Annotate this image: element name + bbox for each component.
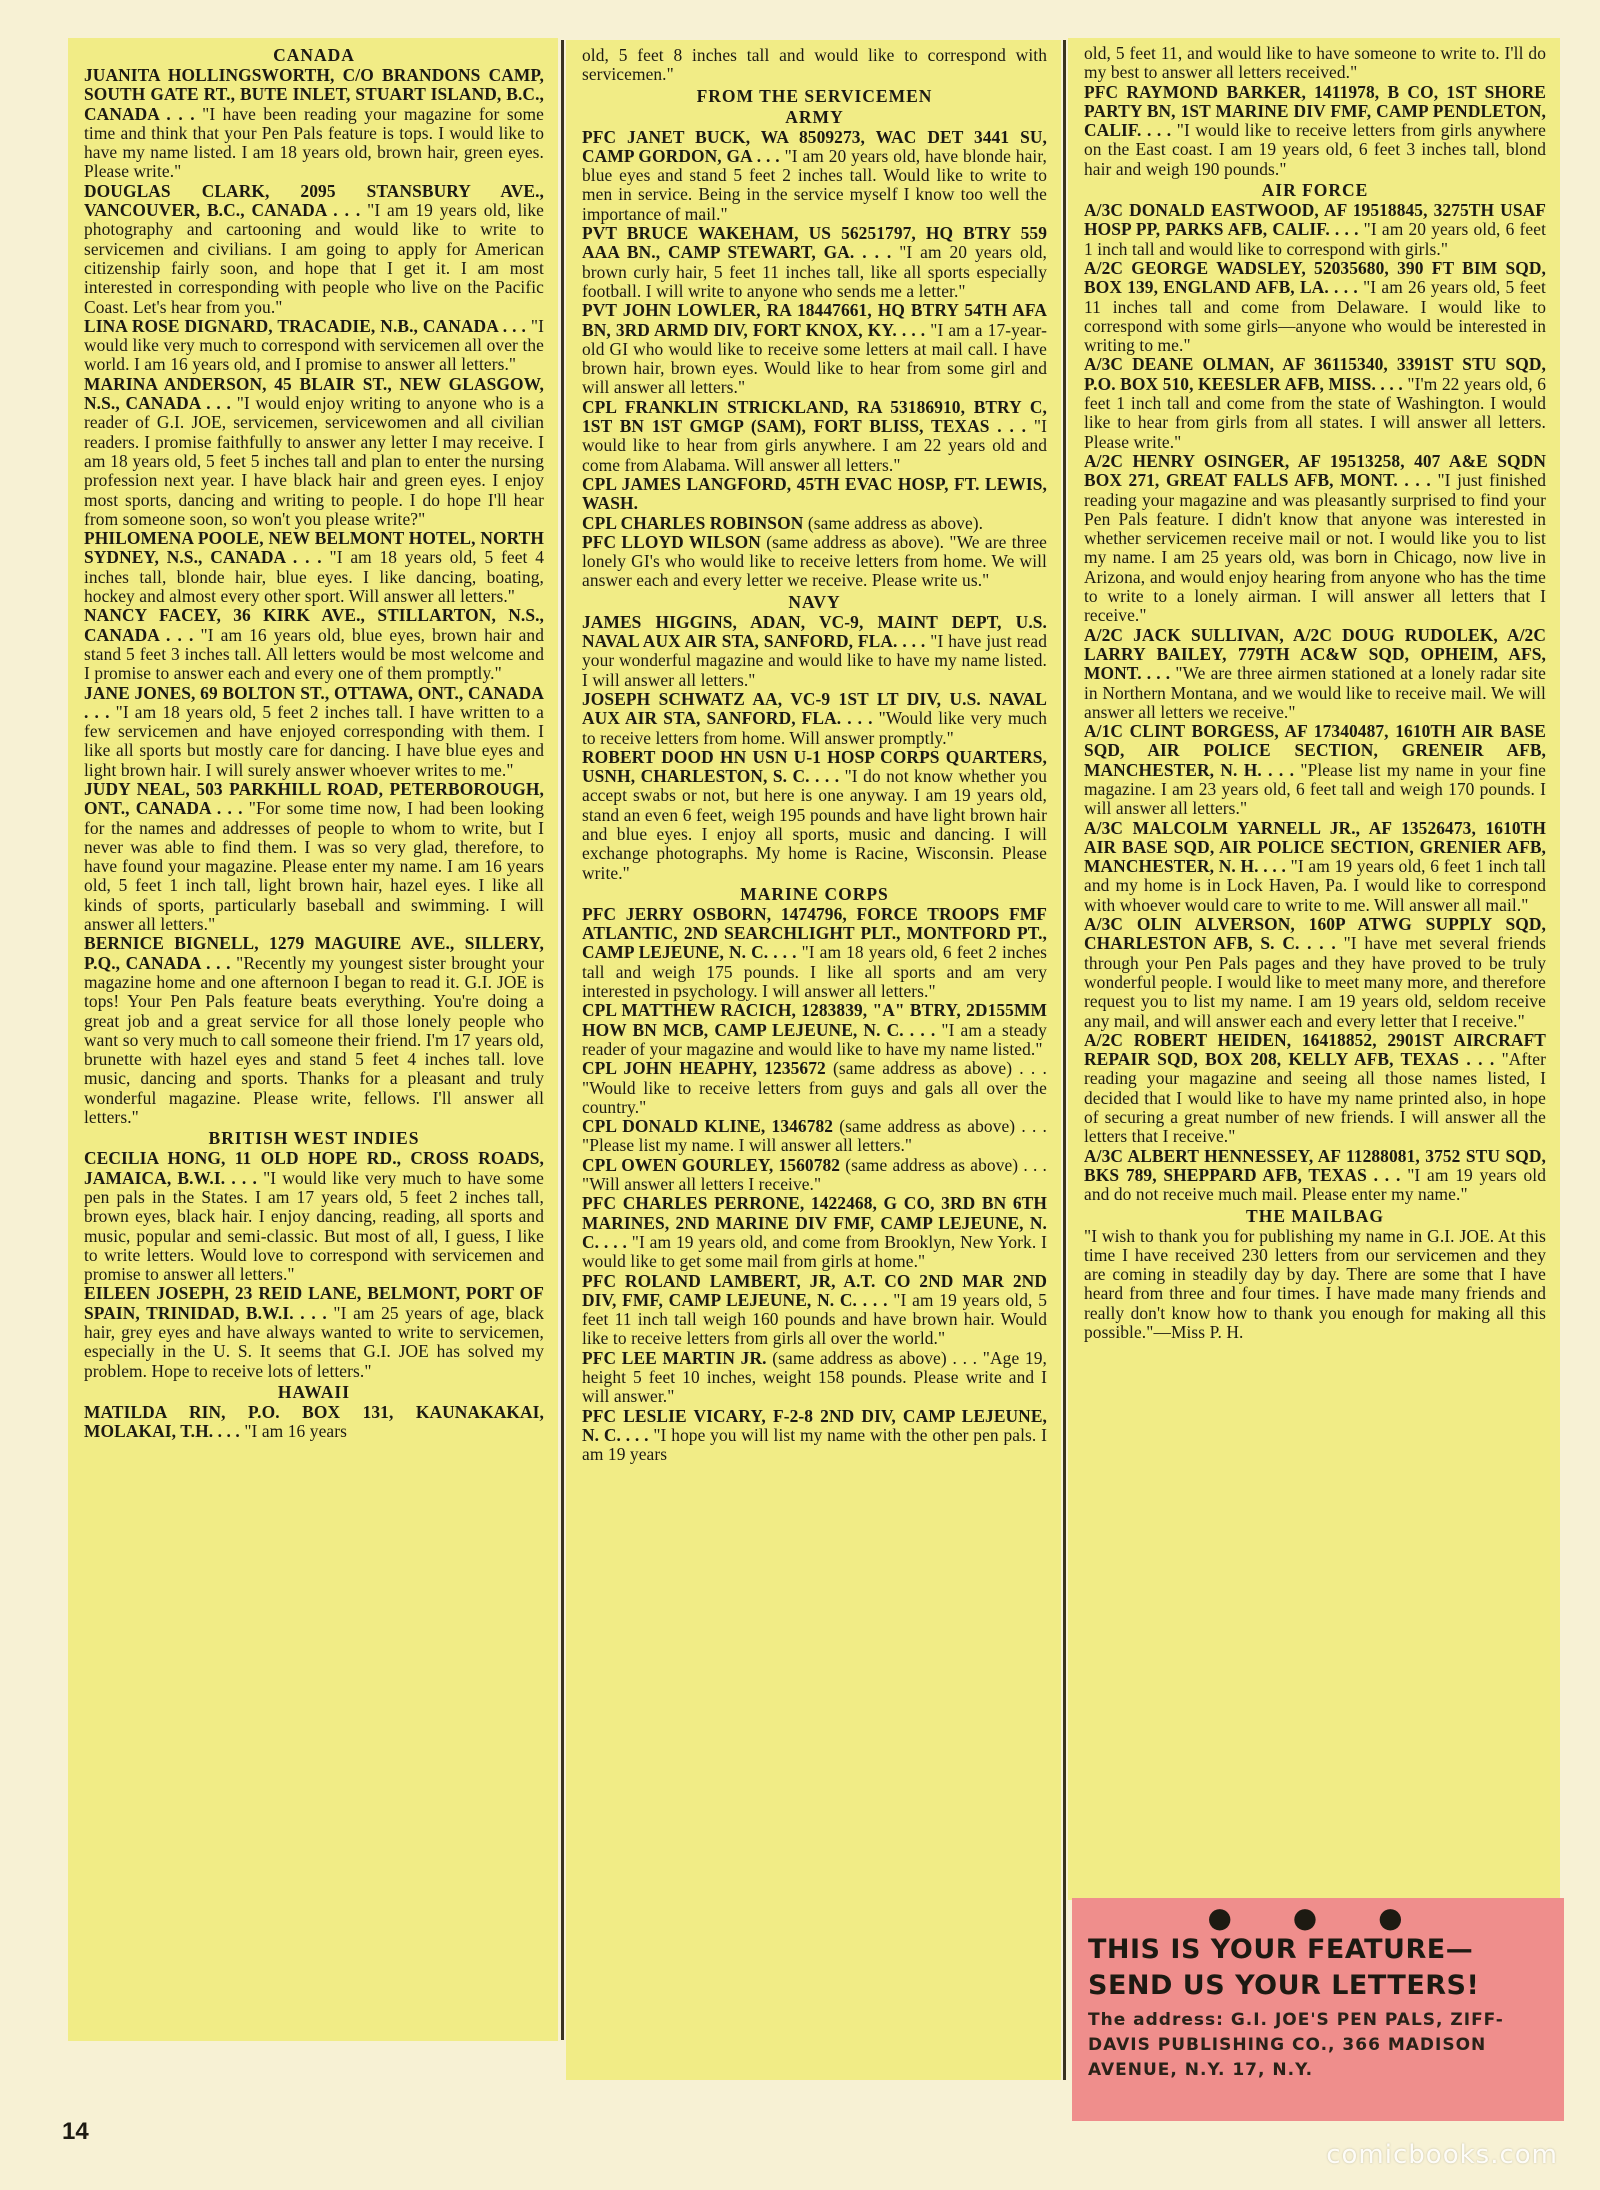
pen-pal-entry	[582, 301, 1047, 397]
pen-pal-entry	[582, 1194, 1047, 1271]
entry-name-address: CPL FRANKLIN STRICKLAND, RA 53186910, BTRY C, 1ST BN 1ST GMGP (SAM), FORT BLISS, TEXAS . . .	[582, 396, 1047, 437]
entry-name-address: CPL MATTHEW RACICH, 1283839, "A" BTRY, 2D155MM HOW BN MCB, CAMP LEJEUNE, N. C. . . .	[582, 1000, 1047, 1040]
entry-message: old, 5 feet 11, and would like to have someone to write to. I'll do my best to answer all letters received."	[1084, 43, 1546, 83]
entry-name-address: A/3C DEANE OLMAN, AF 36115340, 3391ST STU SQD, P.O. BOX 510, KEESLER AFB, MISS. . . .	[1084, 354, 1546, 394]
pen-pal-entry	[582, 128, 1047, 224]
entry-message: "I would enjoy writing to anyone who is a reader of G.I. JOE, servicemen, servicewomen and all civilian readers. I promise faithfully to answer any letter I may receive. I am 18 years old, 5 feet 5 inches tall and plan to enter the nursing profession next year. I have black hair and green eyes. I enjoy most sports, dancing and writing to people. I do hope I'll hear from someone soon, so won't you please write?"	[84, 393, 544, 529]
pen-pal-entry	[1084, 1031, 1546, 1147]
entry-message: "I am 20 years old, 6 feet 1 inch tall and would like to correspond with girls."	[1084, 219, 1546, 259]
entry-name-address: PVT JOHN LOWLER, RA 18447661, HQ BTRY 54TH AFA BN, 3RD ARMD DIV, FORT KNOX, KY. . . .	[582, 300, 1047, 340]
entry-message: "After reading your magazine and seeing all those names listed, I decided that I would like to have my name printed also, in hope of securing a great number of new friends. I will answer all the letters that I receive."	[1084, 1049, 1546, 1147]
pen-pal-entry	[1084, 626, 1546, 722]
section-heading: NAVY	[788, 591, 841, 612]
pen-pal-entry	[582, 1001, 1047, 1059]
entry-message: (same address as above) . . . "Would like to receive letters from guys and gals all over the country."	[582, 1058, 1048, 1117]
pen-pal-entry	[84, 317, 544, 375]
entry-name-address: JUANITA HOLLINGSWORTH, C/O BRANDONS CAMP, SOUTH GATE RT., BUTE INLET, STUART ISLAND, B.C., CANADA . . .	[84, 65, 544, 124]
entry-name-address: A/3C MALCOLM YARNELL JR., AF 13526473, 1610TH AIR BASE SQD, AIR POLICE SECTION, GRENIER AFB, MANCHESTER, N. H. . . .	[1084, 817, 1546, 877]
entry-message: "I do not know whether you accept swabs or not, but here is one anyway. I am 19 years old, stand an even 6 feet, weigh 195 pounds and have light brown hair and blue eyes. I enjoy all sports, music and dancing. I will exchange photographs. My home is Racine, Wisconsin. Please write."	[582, 766, 1047, 883]
entry-message: "I am 19 years old and do not receive much mail. Please enter my name."	[1084, 1164, 1546, 1205]
entry-message: "I would like to hear from girls anywhere. I am 22 years old and come from Alabama. Will answer all letters."	[582, 416, 1047, 475]
entry-name-address: PFC LESLIE VICARY, F-2-8 2ND DIV, CAMP LEJEUNE, N. C. . . .	[582, 1405, 1047, 1445]
pen-pal-entry	[582, 1117, 1047, 1156]
pen-pal-entry	[84, 1284, 544, 1380]
entry-name-address: CPL CHARLES ROBINSON	[582, 512, 804, 533]
entry-message: (same address as above) . . . "Will answer all letters I receive."	[582, 1154, 1047, 1195]
entry-name-address: CPL JAMES LANGFORD, 45TH EVAC HOSP, FT. LEWIS, WASH.	[582, 473, 1047, 514]
column-divider	[561, 40, 564, 2040]
pen-pal-entry	[582, 46, 1047, 85]
pen-pal-entry	[582, 1059, 1047, 1117]
entry-name-address: PHILOMENA POOLE, NEW BELMONT HOTEL, NORTH SYDNEY, N.S., CANADA . . .	[84, 528, 544, 568]
pen-pal-entry	[582, 1349, 1047, 1407]
entry-name-address: CPL JOHN HEAPHY, 1235672	[582, 1058, 826, 1079]
entry-message: "I am 19 years old, 5 feet 11 inch tall weigh 160 pounds and have brown hair. Would like to receive letters from girls all over the world."	[582, 1289, 1048, 1349]
pen-pal-entry	[84, 934, 544, 1127]
pen-pal-entry	[84, 375, 544, 529]
section-heading: BRITISH WEST INDIES	[208, 1128, 420, 1149]
pen-pal-entry	[1084, 819, 1546, 915]
column-1	[68, 38, 558, 2041]
pen-pal-entry	[1084, 722, 1546, 818]
section-heading: FROM THE SERVICEMEN	[696, 85, 933, 106]
section-heading: HAWAII	[277, 1381, 351, 1402]
entry-message: (same address as above).	[807, 512, 984, 533]
pen-pal-entry	[1084, 1227, 1546, 1343]
column-divider	[1063, 40, 1066, 2080]
entry-name-address: ROBERT DOOD HN USN U-1 HOSP CORPS QUARTERS, USNH, CHARLESTON, S. C. . . .	[582, 746, 1047, 787]
entry-name-address: PFC CHARLES PERRONE, 1422468, G CO, 3RD BN 6TH MARINES, 2ND MARINE DIV FMF, CAMP LEJEUNE, N. C. . . .	[582, 1193, 1047, 1252]
entry-message: "I'm 22 years old, 6 feet 1 inch tall and come from the state of Washington. I would like to hear from girls from all states. I will answer all letters. Please write."	[1084, 373, 1546, 452]
section-heading: ARMY	[785, 106, 844, 127]
pen-pal-entry	[84, 529, 544, 606]
pen-pal-entry	[1084, 201, 1546, 259]
feature-box	[1072, 1898, 1564, 2121]
entry-message: "I just finished reading your magazine and was pleasantly surprised to find your Pen Pals feature. I didn't know that anyone was interested in whether servicemen receive mail or not. I would like you to list my name. I am 25 years old, was born in Chicago, now live in Arizona, and would enjoy hearing from anyone who has the time to write to a lonely airman. I will answer all letters that I receive."	[1084, 470, 1547, 626]
entry-message: "Would like very much to receive letters from home. Will answer promptly."	[582, 708, 1048, 748]
entry-message: (same address as above) . . . "Age 19, height 5 feet 10 inches, weight 158 pounds. Please write and I will answer."	[582, 1347, 1047, 1407]
entry-message: "I am 20 years old, brown curly hair, 5 feet 11 inches tall, like all sports especially football. I will write to anyone who sends me a letter."	[582, 242, 1047, 301]
pen-pal-entry	[84, 182, 544, 317]
pen-pal-entry	[582, 224, 1047, 301]
entry-name-address: PFC LEE MARTIN JR.	[582, 1347, 767, 1368]
pen-pal-entry	[1084, 83, 1546, 179]
entry-message: "Recently my youngest sister brought your magazine home and one afternoon I began to read it. G.I. JOE is tops! Your Pen Pals feature beats everything. You're doing a great job and a great service for all those lonely people who want so very much to call someone their friend. I'm 17 years old, brunette with hazel eyes and stand 5 feet 4 inches tall. love music, dancing and sports. Thanks for a pleasant and truly wonderful magazine. Please write, fellows. I'll answer all letters."	[84, 952, 545, 1128]
pen-pal-entry	[582, 1272, 1047, 1349]
pen-pal-entry	[84, 1403, 544, 1442]
feature-address: The address: G.I. JOE'S PEN PALS, ZIFF-DAVIS PUBLISHING CO., 366 MADISON AVENUE, N.Y. 17, N.Y.	[1088, 2010, 1504, 2080]
entry-message: "I am 19 years old, like photography and cartooning and would like to write to servicemen and civilians. I am going to apply for American citizenship fairly soon, and hope that I get it. I am most interested in corresponding with people who live on the Pacific Coast. Let's hear from you."	[84, 200, 544, 317]
pen-pal-entry	[84, 1149, 544, 1284]
pen-pal-entry	[1084, 1147, 1546, 1205]
entry-name-address: NANCY FACEY, 36 KIRK AVE., STILLARTON, N.S., CANADA . . .	[84, 605, 544, 645]
entry-message: "I am 26 years old, 5 feet 11 inches tall and come from Delaware. I would like to correspond with some girls—anyone who would be interested in writing to me."	[1084, 277, 1546, 356]
pen-pal-entry	[582, 533, 1047, 591]
entry-name-address: A/2C GEORGE WADSLEY, 52035680, 390 FT BIM SQD, BOX 139, ENGLAND AFB, LA. . . .	[1084, 257, 1546, 298]
entry-message: (same address as above). "We are three lonely GI's who would like to receive letters from home. We will answer each and every letter we receive. Please write us."	[582, 531, 1047, 591]
pen-pal-entry	[1084, 259, 1546, 355]
entry-name-address: PFC LLOYD WILSON	[582, 531, 761, 552]
entry-name-address: A/2C HENRY OSINGER, AF 19513258, 407 A&E SQDN BOX 271, GREAT FALLS AFB, MONT. . . .	[1084, 450, 1546, 491]
entry-name-address: A/3C ALBERT HENNESSEY, AF 11288081, 3752 STU SQD, BKS 789, SHEPPARD AFB, TEXAS . . .	[1084, 1145, 1546, 1185]
pen-pal-entry	[1084, 452, 1546, 626]
pen-pal-entry	[582, 748, 1047, 883]
watermark: comicbooks.com	[1326, 2140, 1558, 2170]
entry-name-address: PFC JERRY OSBORN, 1474796, FORCE TROOPS FMF ATLANTIC, 2ND SEARCHLIGHT PLT., MONTFORD PT., CAMP LEJEUNE, N. C. . . .	[582, 903, 1047, 963]
entry-message: "I am 18 years old, 5 feet 4 inches tall, blonde hair, blue eyes. I like dancing, boating, hockey and almost every other sport. Will answer all letters."	[84, 547, 544, 607]
pen-pal-entry	[582, 398, 1047, 475]
entry-name-address: JOSEPH SCHWATZ AA, VC-9 1ST LT DIV, U.S. NAVAL AUX AIR STA, SANFORD, FLA. . . .	[582, 688, 1047, 729]
entry-message: "I am a steady reader of your magazine and would like to have my name listed."	[582, 1019, 1047, 1059]
entry-message: "I wish to thank you for publishing my name in G.I. JOE. At this time I have received 230 letters from our servicemen and they are coming in steadily day by day. There are some that I have heard from three and four times. I have made many friends and really don't know how to thank you enough for making all this possible."—Miss P. H.	[1084, 1225, 1546, 1342]
feature-headline-1: THIS IS YOUR FEATURE—	[1088, 1934, 1474, 1965]
entry-message: "I am 19 years old, and come from Brooklyn, New York. I would like to get some mail from girls at home."	[582, 1231, 1047, 1272]
pen-pal-entry	[84, 606, 544, 683]
entry-name-address: DOUGLAS CLARK, 2095 STANSBURY AVE., VANCOUVER, B.C., CANADA . . .	[84, 180, 544, 221]
entry-message: "I hope you will list my name with the other pen pals. I am 19 years	[582, 1424, 1047, 1465]
entry-message: "I am 16 years old, blue eyes, brown hair and stand 5 feet 3 inches tall. All letters would be most welcome and I promise to answer each and every one of them promptly."	[84, 624, 544, 684]
entry-message: "I am a 17-year-old GI who would like to receive some letters at mail call. I have brown hair, brown eyes. Would like to hear from some girl and will answer all letters."	[582, 319, 1047, 398]
entry-name-address: CPL DONALD KLINE, 1346782	[582, 1116, 834, 1137]
entry-name-address: CECILIA HONG, 11 OLD HOPE RD., CROSS ROADS, JAMAICA, B.W.I. . . .	[84, 1148, 544, 1188]
entry-message: "We are three airmen stationed at a lonely radar site in Northern Montana, and we would like to receive mail. We will answer all letters we receive."	[1084, 663, 1546, 722]
entry-message: "I am 18 years old, 6 feet 2 inches tall and weigh 175 pounds. I like all sports and am very interested in psychology. I will answer all letters."	[582, 942, 1048, 1002]
bullet-dots: ● ● ●	[1207, 1901, 1429, 1934]
column-2	[566, 40, 1061, 2080]
section-heading: THE MAILBAG	[1246, 1205, 1384, 1226]
entry-name-address: LINA ROSE DIGNARD, TRACADIE, N.B., CANADA . . .	[84, 315, 526, 336]
entry-name-address: A/3C OLIN ALVERSON, 160P ATWG SUPPLY SQD, CHARLESTON AFB, S. C. . . .	[1084, 914, 1546, 954]
entry-message: "I am 25 years of age, black hair, grey eyes and have always wanted to write to servicemen, especially in the U. S. It seems that G.I. JOE has solved my problem. Hope to receive lots of letters."	[84, 1302, 544, 1381]
entry-name-address: BERNICE BIGNELL, 1279 MAGUIRE AVE., SILLERY, P.Q., CANADA . . .	[84, 933, 544, 973]
entry-message: "I am 19 years old, 6 feet 1 inch tall and my home is in Lock Haven, Pa. I would like to correspond with whoever would care to write to me. Will answer all mail."	[1084, 856, 1546, 915]
entry-message: "I have been reading your magazine for some time and think that your Pen Pals feature is tops. I would like to have my name listed. I am 18 years old, brown hair, green eyes. Please write."	[84, 103, 544, 182]
entry-message: "I am 16 years	[244, 1421, 347, 1442]
entry-message: "I have met several friends through your Pen Pals pages and they have proved to be truly wonderful people. I would like to meet many more, and therefore request you to list my name. I am 19 years old, seldom receive any mail, and will answer each and every letter that I receive."	[1084, 933, 1546, 1031]
entry-name-address: PFC JANET BUCK, WA 8509273, WAC DET 3441 SU, CAMP GORDON, GA . . .	[582, 126, 1047, 166]
pen-pal-entry	[1084, 355, 1546, 451]
entry-name-address: A/1C CLINT BORGESS, AF 17340487, 1610TH AIR BASE SQD, AIR POLICE SECTION, GRENEIR AFB, MANCHESTER, N. H. . . .	[1084, 721, 1546, 780]
entry-name-address: PFC ROLAND LAMBERT, JR, A.T. CO 2ND MAR 2ND DIV, FMF, CAMP LEJEUNE, N. C. . . .	[582, 1270, 1047, 1310]
entry-name-address: PVT BRUCE WAKEHAM, US 56251797, HQ BTRY 559 AAA BN., CAMP STEWART, GA. . . .	[582, 223, 1047, 263]
pen-pal-entry	[582, 690, 1047, 748]
page-number: 14	[62, 2118, 89, 2145]
section-heading: MARINE CORPS	[740, 883, 889, 904]
pen-pal-entry	[582, 1156, 1047, 1195]
entry-name-address: A/2C JACK SULLIVAN, A/2C DOUG RUDOLEK, A/2C LARRY BAILEY, 779TH AC&W SQD, OPHEIM, AFS, MONT. . . .	[1084, 624, 1546, 684]
pen-pal-entry	[84, 684, 544, 780]
section-heading: CANADA	[273, 45, 355, 65]
entry-name-address: A/2C ROBERT HEIDEN, 16418852, 2901ST AIRCRAFT REPAIR SQD, BOX 208, KELLY AFB, TEXAS . . .	[1084, 1029, 1546, 1070]
entry-name-address: PFC RAYMOND BARKER, 1411978, B CO, 1ST SHORE PARTY BN, 1ST MARINE DIV FMF, CAMP PENDLETON, CALIF. . . .	[1084, 81, 1546, 141]
pen-pal-entry	[84, 780, 544, 934]
entry-name-address: MATILDA RIN, P.O. BOX 131, KAUNAKAKAI, MOLAKAI, T.H. . . .	[84, 1401, 544, 1442]
entry-name-address: EILEEN JOSEPH, 23 REID LANE, BELMONT, PORT OF SPAIN, TRINIDAD, B.W.I. . . .	[84, 1283, 544, 1323]
entry-message: "For some time now, I had been looking for the names and addresses of people to whom to write, but I never was able to find them. I was so very glad, therefore, to have found your magazine. Please enter my name. I am 16 years old, 5 feet 1 inch tall, light brown hair, hazel eyes. I like all kinds of sports, particularly baseball and swimming. I will answer all letters."	[84, 798, 544, 935]
entry-message: "I would like very much to have some pen pals in the States. I am 17 years old, 5 feet 2 inches tall, brown eyes, black hair. I enjoy dancing, reading, all sports and music, popular and semi-classic. But most of all, I guess, I like to write letters. Would love to correspond with servicemen and promise to answer all letters."	[84, 1167, 544, 1285]
pen-pal-entry	[84, 66, 544, 182]
entry-message: old, 5 feet 8 inches tall and would like to correspond with servicemen."	[582, 45, 1047, 85]
entry-message: "I am 18 years old, 5 feet 2 inches tall. I have written to a few servicemen and have enjoyed corresponding with them. I like all sports but mostly care for dancing. I have blue eyes and light brown hair. I will surely answer whoever writes to me."	[84, 701, 544, 780]
entry-name-address: A/3C DONALD EASTWOOD, AF 19518845, 3275TH USAF HOSP PP, PARKS AFB, CALIF. . . .	[1084, 200, 1546, 240]
entry-message: "I would like to receive letters from girls anywhere on the East coast. I am 19 years old, 6 feet 3 inches tall, blond hair and weigh 190 pounds."	[1084, 120, 1546, 179]
pen-pal-entry	[1084, 44, 1546, 83]
entry-message: "I have just read your wonderful magazine and would like to have my name listed. I will answer all letters."	[582, 631, 1048, 690]
pen-pal-entry	[1084, 915, 1546, 1031]
pen-pal-entry	[582, 475, 1047, 514]
entry-message: "Please list my name in your fine magazine. I am 23 years old, 6 feet tall and weigh 170 pounds. I will answer all letters."	[1084, 759, 1546, 819]
entry-name-address: JANE JONES, 69 BOLTON ST., OTTAWA, ONT., CANADA . . .	[84, 682, 544, 722]
pen-pal-entry	[582, 514, 1047, 533]
entry-message: "I am 20 years old, have blonde hair, blue eyes and stand 5 feet 2 inches tall. Would like to write to men in service. Being in the service myself I know too well the importance of mail."	[582, 145, 1047, 224]
feature-headline-2: SEND US YOUR LETTERS!	[1088, 1970, 1480, 2001]
pen-pal-entry	[582, 1407, 1047, 1465]
column-3	[1068, 38, 1560, 1900]
section-heading: AIR FORCE	[1261, 180, 1369, 201]
pen-pal-entry	[582, 905, 1047, 1001]
entry-name-address: CPL OWEN GOURLEY, 1560782	[582, 1154, 841, 1175]
entry-name-address: JAMES HIGGINS, ADAN, VC-9, MAINT DEPT, U.S. NAVAL AUX AIR STA, SANFORD, FLA. . . .	[582, 611, 1047, 652]
entry-name-address: MARINA ANDERSON, 45 BLAIR ST., NEW GLASGOW, N.S., CANADA . . .	[84, 373, 544, 414]
pen-pal-entry	[582, 613, 1047, 690]
entry-name-address: JUDY NEAL, 503 PARKHILL ROAD, PETERBOROUGH, ONT., CANADA . . .	[84, 778, 544, 819]
entry-message: (same address as above) . . . "Please list my name. I will answer all letters."	[582, 1116, 1047, 1156]
entry-message: "I would like very much to correspond with servicemen all over the world. I am 16 years old, and I promise to answer all letters."	[84, 315, 544, 375]
